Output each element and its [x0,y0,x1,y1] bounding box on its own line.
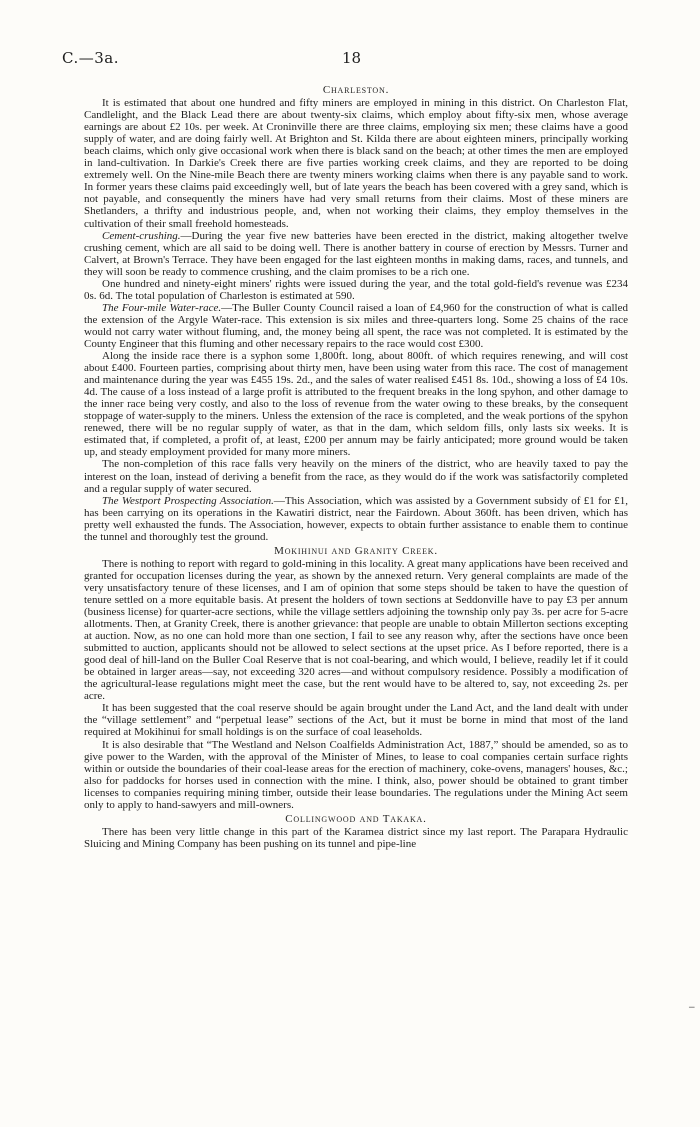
margin-mark: − [688,1003,696,1013]
paragraph-text: —The Buller County Council raised a loan of £4,960 for the construction of what is called the extension of the Argyle Water-race. This extension is six miles and three-quarters long. Some 25 chains of the race would not carry water without fluming, and, the money being all spent, the race was not completed. It is estimated by the County Engineer that this fluming and other necessary repairs to the race would cost £300. [84,301,628,350]
paragraph [84,350,628,458]
paragraph [84,302,628,350]
paragraph-text: —During the year five new batteries have been erected in the district, making altogether twelve crushing cement, which are all said to be doing well. There is another battery in course of erection by Messrs. Turner and Calvert, at Brown's Terrace. They have been engaged for the last eighteen months in making dams, races, and tunnels, and they will soon be ready to commence crushing, and the claim promises to be a rich one. [84,229,628,278]
paragraph [84,702,628,738]
section-heading-mokihinui: Mokihinui and Granity Creek. [274,544,438,557]
paragraph [84,97,628,230]
paragraph-text: It has been suggested that the coal reserve should be again brought under the Land Act, and the land dealt with under the “village settlement” and “perpetual lease” sections of the Act, but it must be borne in mind that most of the land required at Mokihinui for small holdings is on the surface of coal leaseholds. [84,702,628,739]
paragraph-lead: Cement-crushing. [102,229,181,242]
paragraph [84,458,628,494]
paragraph [84,495,628,543]
paragraph [84,739,628,811]
page-number: 18 [342,49,362,67]
paragraph [84,826,628,850]
paragraph-text: It is also desirable that “The Westland and Nelson Coalfields Administration Act, 1887,” should be amended, so as to give power to the Warden, with the approval of the Minister of Mines, to lease to coal companies certain surface rights within or outside the boundaries of their coal-lease areas for the erection of machinery, coke-ovens, managers' houses, &c.; also for paddocks for horses used in connection with the mine. I think, also, power should be obtained to grant timber licenses to companies requiring mining timber, outside their lease boundaries. The regulations under the Mining Act seem only to apply to hand-sawyers and mill-owners. [84,738,628,811]
paragraph [84,278,628,302]
paragraph-lead: The Westport Prospecting Association. [102,494,274,507]
paragraph [84,558,628,703]
section-heading-collingwood: Collingwood and Takaka. [285,812,427,825]
paragraph-lead: The Four-mile Water-race. [102,301,222,314]
document-reference: C.—3a. [62,49,119,67]
paragraph-text: —This Association, which was assisted by a Government subsidy of £1 for £1, has been carrying on its operations in the Kawatiri district, near the Fairdown. About 360ft. has been driven, which has pretty well exhausted the funds. The Association, however, expects to obtain further assistance to enable them to continue the tunnel and thoroughly test the ground. [84,494,628,543]
paragraph-text: There is nothing to report with regard to gold-mining in this locality. A great many applications have been received and granted for occupation licenses during the year, as shown by the annexed return. Very general complaints are made of the very unsatisfactory tenure of these licenses, and I am of opinion that some steps should be taken to have the question of tenure settled on a more equitable basis. At present the holders of town sections at Seddonville have to pay £3 per annum (business license) for quarter-acre sections, while the village settlers adjoining the township only pay 3s. per acre for 5-acre allotments. Then, at Granity Creek, there is another grievance: that people are unable to obtain Millerton sections excepting at auction. Now, as no one can hold more than one section, I fail to see any reason why, after the sections have once been submitted to auction, applicants should not be allowed to select sections at the upset price. As I before reported, there is a good deal of hill-land on the Buller Coal Reserve that is not coal-bearing, and which would, I believe, readily let if it could be obtained in larger areas—say, not exceeding 320 acres—and without compulsory residence. Possibly a modification of the agricultural-lease regulations might meet the case, but the rent would have to be altered to, say, not exceeding 2s. per acre. [84,557,628,703]
paragraph-text: There has been very little change in this part of the Karamea district since my last report. The Parapara Hydraulic Sluicing and Mining Company has been pushing on its tunnel and pipe-line [84,825,628,850]
paragraph [84,230,628,278]
section-heading-charleston: Charleston. [322,84,390,96]
page-body [84,82,628,850]
paragraph-text: Along the inside race there is a syphon some 1,800ft. long, about 800ft. of which requires renewing, and will cost about £400. Fourteen parties, comprising about thirty men, have been using water from this race. The cost of management and maintenance during the year was £455 19s. 2d., and the sales of water realised £451 8s. 10d., showing a loss of £4 10s. 4d. The cause of a loss instead of a large profit is attributed to the frequent breaks in the long spyhon, and other damage to the inner race being very costly, and also to the loss of revenue from the water owing to these breaks, by the consequent stoppage of water-supply to the miners. Unless the extension of the race is completed, and the weak portions of the spyhon renewed, there will be no regular supply of water, as that in the dam, which seldom fills, only lasts six weeks. It is estimated that, if completed, a profit of, at least, £200 per annum may be fairly anticipated; more ground would be taken up, and steady employment provided for many more miners. [84,350,628,459]
paragraph-text: The non-completion of this race falls very heavily on the miners of the district, who are heavily taxed to pay the interest on the loan, instead of deriving a benefit from the race, as they would do if the work was satisfactorily completed and a regular supply of water secured. [84,458,628,495]
paragraph-text: It is estimated that about one hundred and fifty miners are employed in mining in this district. On Charleston Flat, Candlelight, and the Black Lead there are about twenty-six claims, which employ about fifty-six men, whose average earnings are about £2 10s. per week. At Croninville there are three claims, employing six men; these claims have a good supply of water, and are doing fairly well. At Brighton and St. Kilda there are about eighteen miners, principally working beach claims, which only give occasional work when there is black sand on the beach; at other times the men are employed in land-cultivation. In Darkie's Creek there are five parties working creek claims, and they are reported to be doing extremely well. On the Nine-mile Beach there are twenty miners working claims when there is any payable sand to work. In former years these claims paid exceedingly well, but of late years the beach has been covered with a grey sand, which is not payable, and consequently the miners have had very small returns from their claims. Most of these miners are Shetlanders, a thrifty and industrious people, and, when not working their claims, they employ themselves in the cultivation of their small freehold homesteads. [84,97,628,230]
paragraph-text: One hundred and ninety-eight miners' rights were issued during the year, and the total gold-field's revenue was £234 0s. 6d. The total population of Charleston is estimated at 590. [84,277,628,302]
